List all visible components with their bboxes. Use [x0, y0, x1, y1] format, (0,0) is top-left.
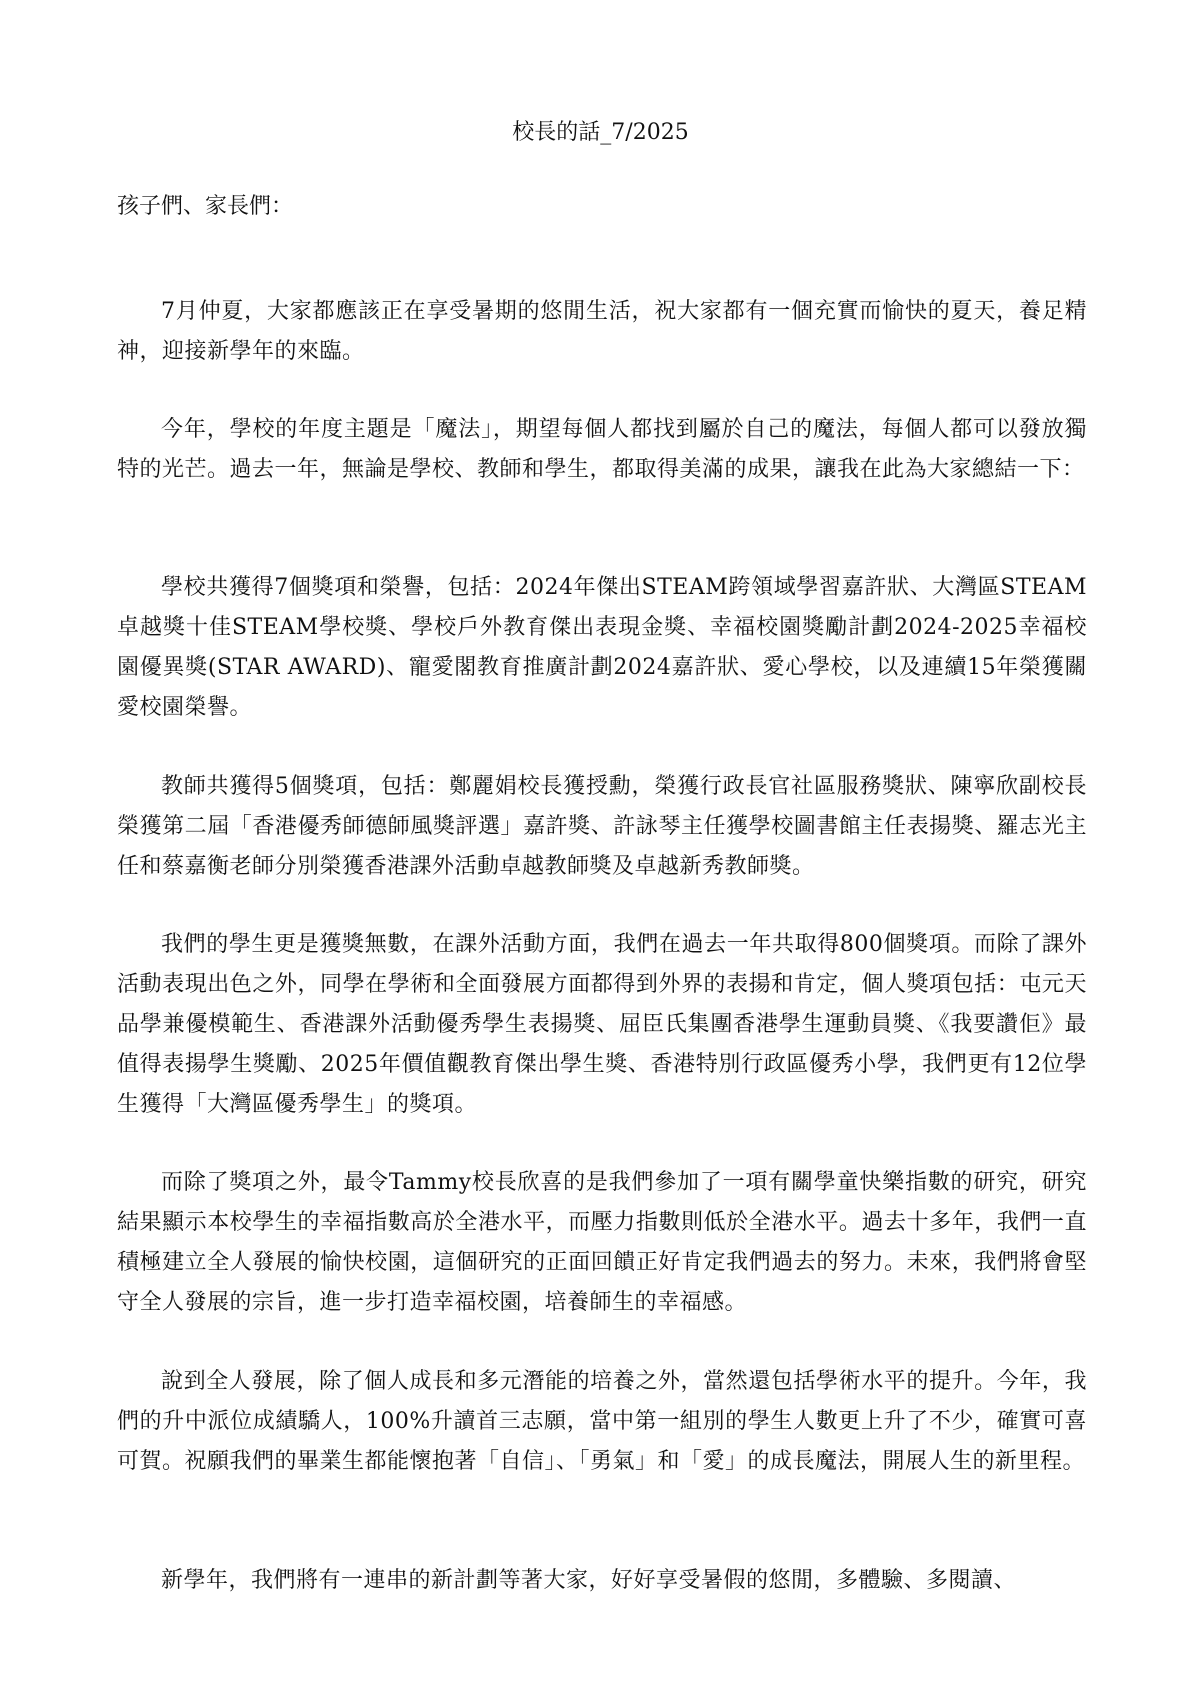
paragraph-academic-results: 說到全人發展，除了個人成長和多元潛能的培養之外，當然還包括學術水平的提升。今年，我們的升中派位成績驕人，100%升讀首三志願，當中第一組別的學生人數更上升了不少，確實可喜可賀。祝願我們的畢業生都能懷抱著「自信」、「勇氣」和「愛」的成長魔法，開展人生的新里程。 — [117, 1369, 1087, 1474]
paragraph-summer-greeting: 7月仲夏，大家都應該正在享受暑期的悠閒生活，祝大家都有一個充實而愉快的夏天，養足精神，迎接新學年的來臨。 — [117, 299, 1087, 364]
paragraph-school-awards: 學校共獲得7個獎項和榮譽，包括：2024年傑出STEAM跨領域學習嘉許狀、大灣區STEAM卓越獎十佳STEAM學校獎、學校戶外教育傑出表現金獎、幸福校園獎勵計劃2024-2025幸福校園優異獎(STAR AWARD)、寵愛閣教育推廣計劃2024嘉許狀、愛心學校，以及連續15年榮獲關愛校園榮譽。 — [117, 575, 1087, 720]
paragraph-student-awards: 我們的學生更是獲獎無數，在課外活動方面，我們在過去一年共取得800個獎項。而除了課外活動表現出色之外，同學在學術和全面發展方面都得到外界的表揚和肯定，個人獎項包括：屯元天品學兼優模範生、香港課外活動優秀學生表揚獎、屈臣氏集團香港學生運動員獎、《我要讚佢》最值得表揚學生獎勵、2025年價值觀教育傑出學生獎、香港特別行政區優秀小學，我們更有12位學生獲得「大灣區優秀學生」的獎項。 — [117, 932, 1087, 1117]
paragraph-happiness-study: 而除了獎項之外，最令Tammy校長欣喜的是我們參加了一項有關學童快樂指數的研究，研究結果顯示本校學生的幸福指數高於全港水平，而壓力指數則低於全港水平。過去十多年，我們一直積極建立全人發展的愉快校園，這個研究的正面回饋正好肯定我們過去的努力。未來，我們將會堅守全人發展的宗旨，進一步打造幸福校園，培養師生的幸福感。 — [117, 1170, 1087, 1315]
paragraph-teacher-awards: 教師共獲得5個獎項，包括：鄭麗娟校長獲授勳，榮獲行政長官社區服務獎狀、陳寧欣副校長榮獲第二屆「香港優秀師德師風獎評選」嘉許獎、許詠琴主任獲學校圖書館主任表揚獎、羅志光主任和蔡嘉衡老師分別榮獲香港課外活動卓越教師獎及卓越新秀教師獎。 — [117, 774, 1087, 879]
salutation: 孩子們、家長們： — [117, 194, 294, 219]
paragraph-annual-theme: 今年，學校的年度主題是「魔法」，期望每個人都找到屬於自己的魔法，每個人都可以發放獨特的光芒。過去一年，無論是學校、教師和學生，都取得美滿的成果，讓我在此為大家總結一下： — [117, 417, 1087, 482]
letter-title: 校長的話_7/2025 — [512, 120, 689, 145]
paragraph-new-school-year: 新學年，我們將有一連串的新計劃等著大家，好好享受暑假的悠閒，多體驗、多閱讀、 — [161, 1568, 1017, 1593]
